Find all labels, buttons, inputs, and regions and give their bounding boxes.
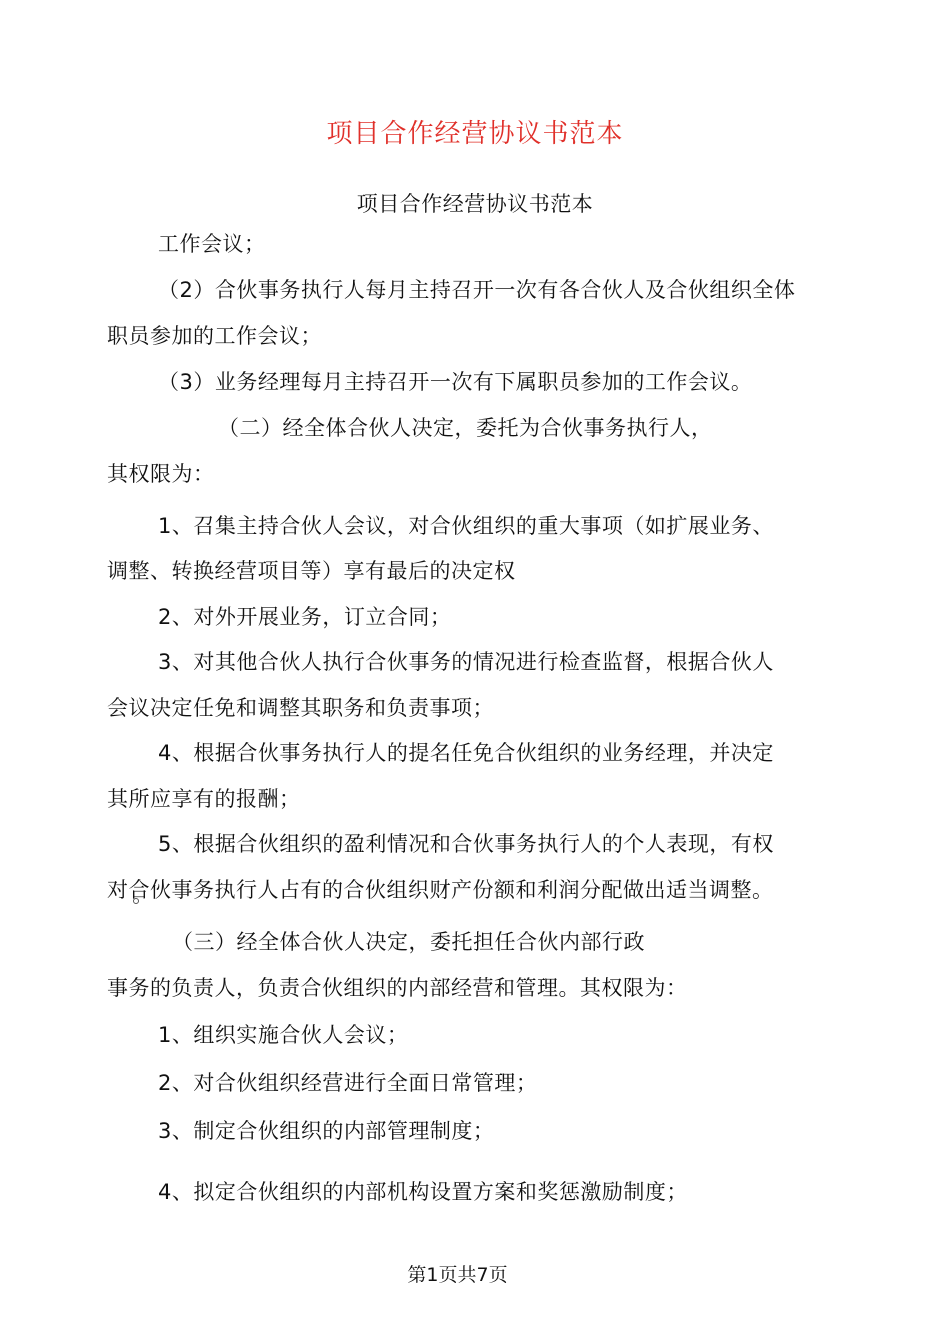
list-item: 1、召集主持合伙人会议，对合伙组织的重大事项（如扩展业务、 bbox=[158, 514, 774, 538]
list-item: 4、拟定合伙组织的内部机构设置方案和奖惩激励制度； bbox=[158, 1180, 688, 1204]
stray-mark-icon bbox=[133, 898, 139, 904]
page-number-footer: 第1页共7页 bbox=[407, 1264, 508, 1286]
paragraph-line: 工作会议； bbox=[158, 232, 266, 256]
list-item: 3、制定合伙组织的内部管理制度； bbox=[158, 1119, 495, 1143]
section-heading: （三）经全体合伙人决定，委托担任合伙内部行政 bbox=[172, 930, 645, 954]
paragraph-line: （2）合伙事务执行人每月主持召开一次有各合伙人及合伙组织全体 bbox=[158, 278, 796, 302]
section-heading: （二）经全体合伙人决定，委托为合伙事务执行人， bbox=[218, 416, 713, 440]
list-item: 2、对合伙组织经营进行全面日常管理； bbox=[158, 1071, 538, 1095]
list-item: 3、对其他合伙人执行合伙事务的情况进行检查监督，根据合伙人 bbox=[158, 650, 774, 674]
list-item: 4、根据合伙事务执行人的提名任免合伙组织的业务经理，并决定 bbox=[158, 741, 774, 765]
document-subtitle: 项目合作经营协议书范本 bbox=[356, 192, 594, 216]
paragraph-line: 其所应享有的报酬； bbox=[107, 787, 301, 811]
document-title: 项目合作经营协议书范本 bbox=[326, 119, 624, 149]
paragraph-line: 调整、转换经营项目等）享有最后的决定权 bbox=[107, 559, 516, 583]
paragraph-line: 其权限为： bbox=[107, 462, 215, 486]
paragraph-line: 职员参加的工作会议； bbox=[107, 324, 322, 348]
paragraph-line: （3）业务经理每月主持召开一次有下属职员参加的工作会议。 bbox=[158, 370, 753, 394]
paragraph-line: 会议决定任免和调整其职务和负责事项； bbox=[107, 696, 494, 720]
list-item: 1、组织实施合伙人会议； bbox=[158, 1023, 409, 1047]
list-item: 5、根据合伙组织的盈利情况和合伙事务执行人的个人表现，有权 bbox=[158, 832, 774, 856]
list-item: 2、对外开展业务，订立合同； bbox=[158, 605, 452, 629]
paragraph-line: 事务的负责人，负责合伙组织的内部经营和管理。其权限为： bbox=[107, 976, 688, 1000]
paragraph-line: 对合伙事务执行人占有的合伙组织财产份额和利润分配做出适当调整。 bbox=[107, 878, 774, 902]
